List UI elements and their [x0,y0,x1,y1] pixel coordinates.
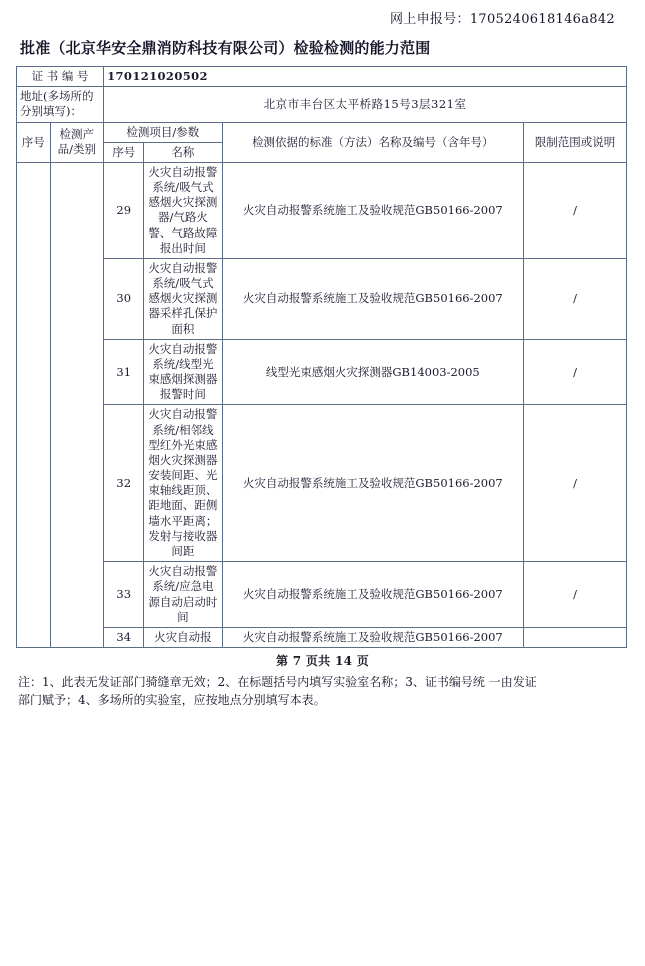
row-item-seq: 30 [104,258,144,339]
row-item-seq: 32 [104,405,144,562]
row-item-seq: 29 [104,162,144,258]
footer-note [16,673,629,709]
row-item-name: 火灾自动报 [144,627,222,647]
capability-scope-table [16,66,627,648]
row-basis: 火灾自动报警系统施工及验收规范GB50166-2007 [222,405,524,562]
row-basis: 火灾自动报警系统施工及验收规范GB50166-2007 [222,562,524,628]
row-item-seq: 31 [104,339,144,405]
table-row [17,258,627,339]
table-row [17,562,627,628]
row-item-name: 火灾自动报警系统/吸气式感烟火灾探测器/气路火警、气路故障报出时间 [144,162,222,258]
certificate-number-value: 170121020502 [104,67,627,87]
footer-note-line-1: 注：1、此表无发证部门骑缝章无效；2、在标题括号内填写实验室名称；3、证书编号统 一由发证 [18,675,537,690]
column-header-limit: 限制范围或说明 [524,122,627,162]
row-seq [17,162,51,647]
table-row [17,627,627,647]
table-row [17,339,627,405]
column-header-item-group: 检测项目/参数 [104,122,222,142]
row-limit: / [524,562,627,628]
address-value: 北京市丰台区太平桥路15号3层321室 [104,87,627,122]
row-basis: 火灾自动报警系统施工及验收规范GB50166-2007 [222,162,524,258]
table-row [17,405,627,562]
footer-note-line-2: 部门赋予；4、多场所的实验室，应按地点分别填写本表。 [18,693,326,708]
row-limit: / [524,405,627,562]
column-header-item-seq: 序号 [104,142,144,162]
page-title: 批准（北京华安全鼎消防科技有限公司）检验检测的能力范围 [20,39,431,57]
row-limit: / [524,339,627,405]
column-header-seq: 序号 [17,122,51,162]
row-limit [524,627,627,647]
address-label: 地址(多场所的分别填写)： [17,87,104,122]
row-basis: 火灾自动报警系统施工及验收规范GB50166-2007 [222,627,524,647]
table-row-address [17,87,627,122]
row-item-seq: 34 [104,627,144,647]
certificate-number-label: 证 书 编 号 [17,67,104,87]
row-limit: / [524,258,627,339]
row-limit: / [524,162,627,258]
row-item-seq: 33 [104,562,144,628]
declaration-number-value: 1705240618146a842 [469,12,615,27]
row-basis: 火灾自动报警系统施工及验收规范GB50166-2007 [222,258,524,339]
row-basis: 线型光束感烟火灾探测器GB14003-2005 [222,339,524,405]
column-header-basis: 检测依据的标准（方法）名称及编号（含年号） [222,122,524,162]
table-header-row-1 [17,122,627,142]
table-row [17,162,627,258]
column-header-item-name: 名称 [144,142,222,162]
column-header-product: 检测产品/类别 [50,122,104,162]
row-product [50,162,104,647]
row-item-name: 火灾自动报警系统/吸气式感烟火灾探测器采样孔保护面积 [144,258,222,339]
row-item-name: 火灾自动报警系统/应急电源自动启动时间 [144,562,222,628]
row-item-name: 火灾自动报警系统/线型光束感烟探测器报警时间 [144,339,222,405]
table-row-certificate [17,67,627,87]
row-item-name: 火灾自动报警系统/相邻线型红外光束感烟火灾探测器安装间距、光束轴线距顶、距地面、距侧墙水平距离；发射与接收器间距 [144,405,222,562]
page-number: 第 7 页共 14 页 [275,654,370,669]
declaration-number [16,0,629,27]
declaration-number-label: 网上申报号： [390,12,470,27]
